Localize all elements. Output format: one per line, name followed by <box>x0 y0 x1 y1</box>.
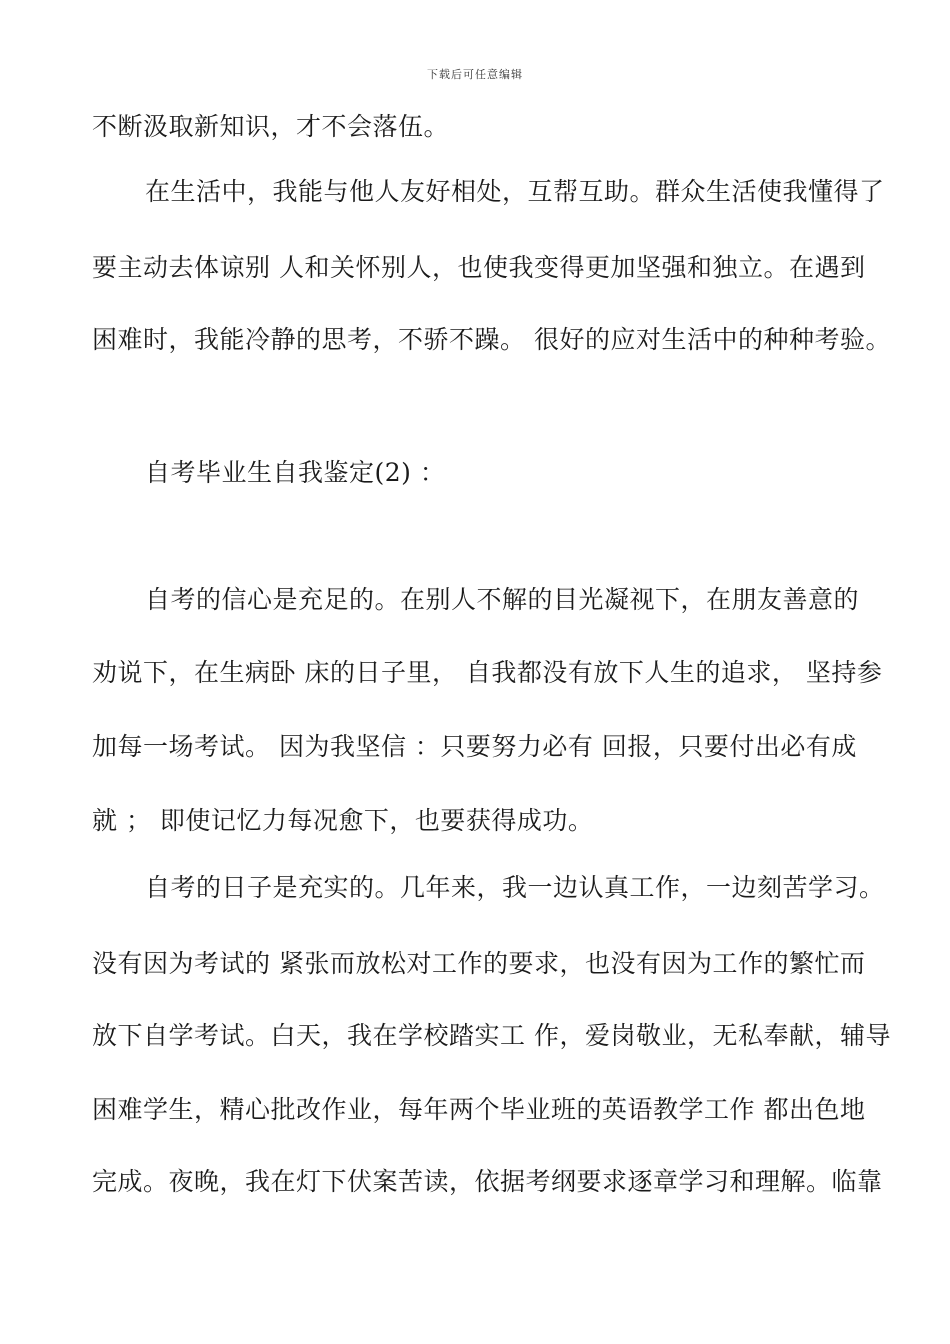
text-line-9: 就 ； 即使记忆力每况愈下，也要获得成功。 <box>92 806 594 835</box>
text-line-13: 困难学生，精心批改作业，每年两个毕业班的英语教学工作 都出色地 <box>92 1095 866 1124</box>
text-line-7: 劝说下，在生病卧 床的日子里， 自我都没有放下人生的追求， 坚持参 <box>92 658 883 687</box>
text-line-14: 完成。夜晚，我在灯下伏案苦读，依据考纲要求逐章学习和理解。临靠 <box>92 1167 883 1196</box>
text-line-10: 自考的日子是充实的。几年来，我一边认真工作，一边刻苦学习。 <box>145 873 885 902</box>
text-line-2: 在生活中，我能与他人友好相处，互帮互助。群众生活使我懂得了 <box>145 177 885 206</box>
text-line-1: 不断汲取新知识，才不会落伍。 <box>92 112 450 141</box>
text-line-3: 要主动去体谅别 人和关怀别人，也使我变得更加坚强和独立。在遇到 <box>92 253 866 282</box>
text-line-8: 加每一场考试。 因为我坚信 ：只要努力必有 回报，只要付出必有成 <box>92 732 857 761</box>
page-header: 下载后可任意编辑 <box>427 68 523 81</box>
text-line-4: 困难时，我能冷静的思考，不骄不躁。 很好的应对生活中的种种考验。 <box>92 325 891 354</box>
text-line-6: 自考的信心是充足的。在别人不解的目光凝视下，在朋友善意的 <box>145 585 860 614</box>
section-heading: 自考毕业生自我鉴定(2) ： <box>145 458 446 487</box>
text-line-12: 放下自学考试。白天，我在学校踏实工 作，爱岗敬业，无私奉献，辅导 <box>92 1021 891 1050</box>
text-line-11: 没有因为考试的 紧张而放松对工作的要求，也没有因为工作的繁忙而 <box>92 949 866 978</box>
